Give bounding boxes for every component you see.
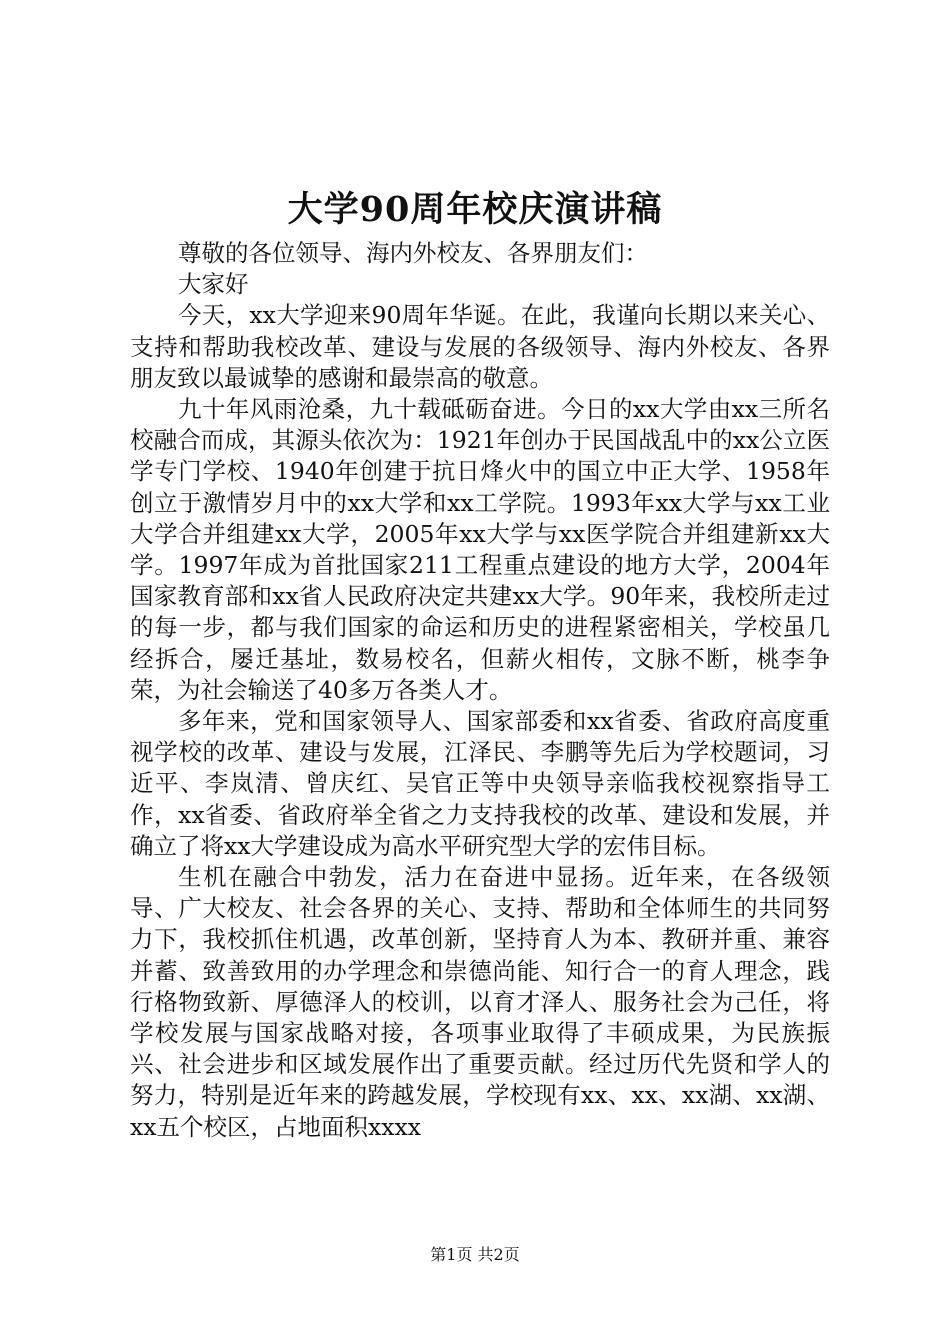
paragraph: 今天，xx大学迎来90周年华诞。在此，我谨向长期以来关心、支持和帮助我校改革、建设与发展的各级领导、海内外校友、各界朋友致以最诚挚的感谢和最崇高的敬意。 (130, 301, 830, 392)
document-body (130, 238, 830, 1143)
salutation: 尊敬的各位领导、海内外校友、各界朋友们： (178, 239, 648, 267)
paragraph: 多年来，党和国家领导人、国家部委和xx省委、省政府高度重视学校的改革、建设与发展，江泽民、李鹏等先后为学校题词，习近平、李岚清、曾庆红、吴官正等中央领导亲临我校视察指导工作，xx省委、省政府举全省之力支持我校的改革、建设和发展，并确立了将xx大学建设成为高水平研究型大学的宏伟目标。 (130, 707, 830, 860)
greeting: 大家好 (178, 270, 249, 299)
page-number-footer: 第1页 共2页 (430, 1245, 520, 1264)
document-title: 大学90周年校庆演讲稿 (287, 189, 663, 230)
paragraph: 九十年风雨沧桑，九十载砥砺奋进。今日的xx大学由xx三所名校融合而成，其源头依次为：1921年创办于民国战乱中的xx公立医学专门学校、1940年创建于抗日烽火中的国立中正大学、1958年创立于激情岁月中的xx大学和xx工学院。1993年xx大学与xx工业大学合并组建xx大学，2005年xx大学与xx医学院合并组建新xx大学。1997年成为首批国家211工程重点建设的地方大学，2004年国家教育部和xx省人民政府决定共建xx大学。90年来，我校所走过的每一步，都与我们国家的命运和历史的进程紧密相关，学校虽几经拆合，屡迁基址，数易校名，但薪火相传，文脉不断，桃李争荣，为社会输送了40多万各类人才。 (130, 395, 830, 704)
paragraph: 生机在融合中勃发，活力在奋进中显扬。近年来，在各级领导、广大校友、社会各界的关心、支持、帮助和全体师生的共同努力下，我校抓住机遇，改革创新，坚持育人为本、教研并重、兼容并蓄、致善致用的办学理念和崇德尚能、知行合一的育人理念，践行格物致新、厚德泽人的校训，以育才泽人、服务社会为己任，将学校发展与国家战略对接，各项事业取得了丰硕成果，为民族振兴、社会进步和区域发展作出了重要贡献。经过历代先贤和学人的努力，特别是近年来的跨越发展，学校现有xx、xx、xx湖、xx湖、xx五个校区，占地面积xxxx (130, 863, 830, 1141)
